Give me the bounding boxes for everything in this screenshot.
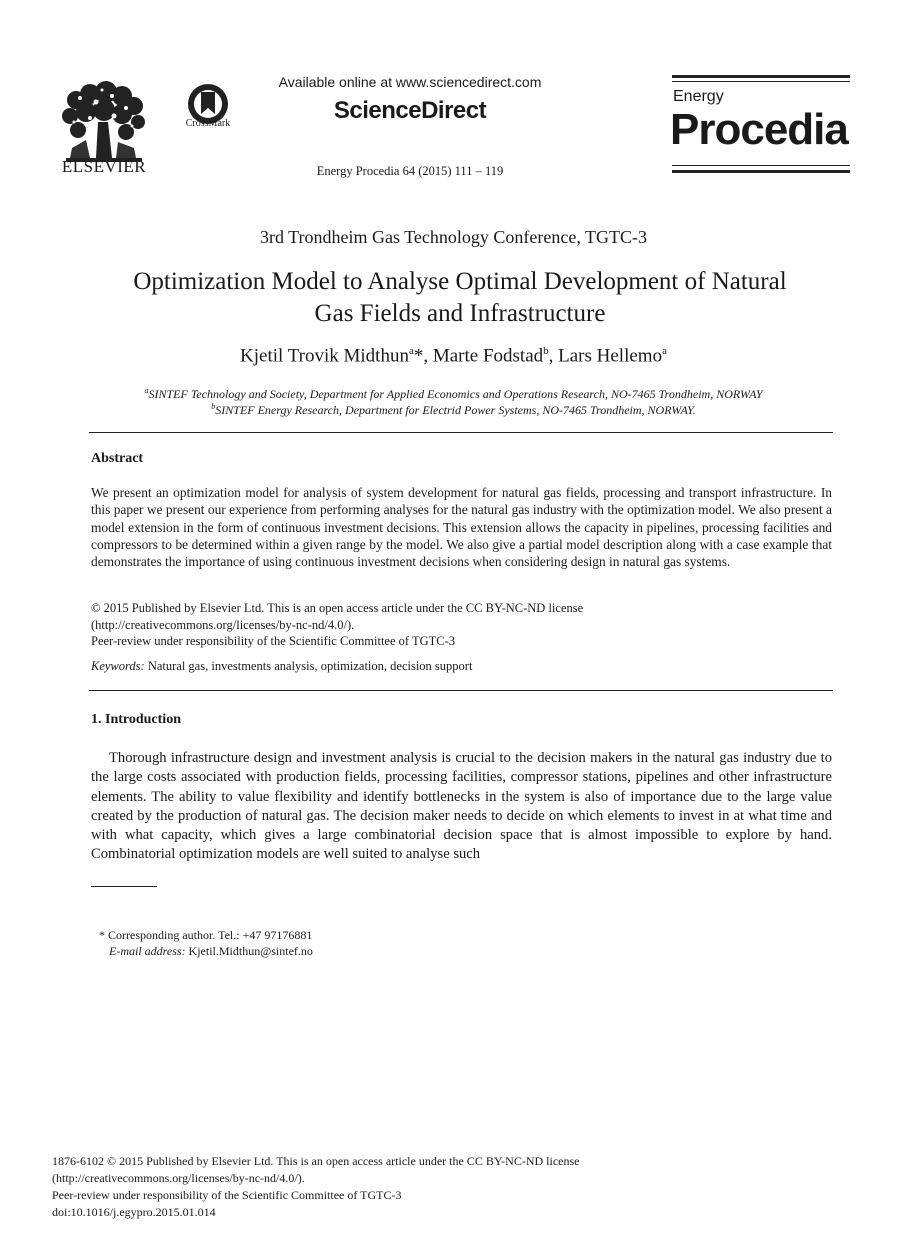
footer-license-link[interactable]: (http://creativecommons.org/licenses/by-nc-nd/4.0/). xyxy=(52,1171,305,1185)
footer-peer-review: Peer-review under responsibility of the Scientific Committee of TGTC-3 xyxy=(52,1188,402,1202)
journal-logo-rule xyxy=(672,170,850,173)
author-name: Lars Hellemo xyxy=(558,345,663,367)
page-footer xyxy=(52,1153,852,1221)
journal-logo-energy: Energy xyxy=(673,88,724,105)
affiliation xyxy=(0,402,907,418)
footer-issn-line: 1876-6102 © 2015 Published by Elsevier Ltd. This is an open access article under the CC BY-NC-ND license xyxy=(52,1154,580,1168)
author-separator: *, xyxy=(413,345,433,367)
affiliation-mark: a xyxy=(144,386,149,395)
email-label: E-mail address: xyxy=(109,944,186,958)
journal-reference: Energy Procedia 64 (2015) 111 – 119 xyxy=(316,164,504,178)
email-address[interactable]: Kjetil.Midthun@sintef.no xyxy=(188,944,313,958)
copyright-notice xyxy=(91,600,832,633)
author-affil-mark: a xyxy=(662,345,667,357)
section-heading-introduction: 1. Introduction xyxy=(91,712,181,727)
email-note xyxy=(109,944,313,959)
author-separator: , xyxy=(548,345,559,367)
author-affil-mark: b xyxy=(543,345,549,357)
affiliation-mark: b xyxy=(211,402,216,411)
affiliation-text: SINTEF Energy Research, Department for Electrid Power Systems, NO-7465 Trondheim, NORWAY. xyxy=(215,403,696,417)
journal-logo-rule xyxy=(672,165,850,166)
abstract-body: We present an optimization model for analysis of system development for natural gas fields, processing and transport infrastructure. In this paper we present our experience from performing analyses for the natural gas industry with the optimization model. We also present a model extension in the form of continuous investment decisions. This extension allows the capacity in pipelines, processing facilities and compressors to be determined within a given range by the model. We also give a partial model description along with a case example that demonstrates the importance of using continuous investment decisions when considering design in natural gas systems. xyxy=(91,485,832,570)
paper-title-line: Gas Fields and Infrastructure xyxy=(314,300,606,327)
journal-logo-procedia: Procedia xyxy=(670,105,848,154)
copyright-line: © 2015 Published by Elsevier Ltd. This is an open access article under the CC BY-NC-ND license xyxy=(91,601,584,615)
keywords-list: Natural gas, investments analysis, optimization, decision support xyxy=(147,659,473,673)
paper-title-line: Optimization Model to Analyse Optimal Development of Natural xyxy=(133,268,787,295)
peer-review-note: Peer-review under responsibility of the Scientific Committee of TGTC-3 xyxy=(91,634,456,648)
footer-doi[interactable]: doi:10.1016/j.egypro.2015.01.014 xyxy=(52,1205,216,1219)
corresponding-author-note: * Corresponding author. Tel.: +47 97176881 xyxy=(99,928,313,942)
journal-logo-rule xyxy=(672,81,850,82)
available-online-text: Available online at www.sciencedirect.com xyxy=(278,74,542,90)
keywords xyxy=(91,659,472,674)
abstract-heading: Abstract xyxy=(91,451,144,466)
crossmark-label: CrossMark xyxy=(185,118,231,129)
footnote-rule xyxy=(91,886,157,887)
author-list xyxy=(0,345,907,367)
author-affil-mark: a xyxy=(408,345,414,357)
paper-title xyxy=(60,266,860,330)
sciencedirect-logo[interactable]: ScienceDirect xyxy=(333,97,487,124)
publisher-name: ELSEVIER xyxy=(61,157,147,176)
author-name: Kjetil Trovik Midthun xyxy=(240,345,409,367)
license-link[interactable]: (http://creativecommons.org/licenses/by-nc-nd/4.0/). xyxy=(91,617,355,632)
keywords-label: Keywords: xyxy=(91,659,145,673)
author-name: Marte Fodstad xyxy=(432,345,544,367)
divider xyxy=(89,690,833,691)
divider xyxy=(89,432,833,433)
affiliation-text: SINTEF Technology and Society, Department for Applied Economics and Operations Research, NO-7465 Trondheim, NORWAY xyxy=(148,387,763,401)
conference-name: 3rd Trondheim Gas Technology Conference, TGTC-3 xyxy=(259,227,648,247)
introduction-body: Thorough infrastructure design and investment analysis is crucial to the decision makers in the natural gas industry due to the large costs associated with production fields, processing facilities, compressor stations, pipelines and other infrastructure elements. The ability to value flexibility and identify bottlenecks in the system is also of importance due to the large value created by the production of natural gas. The decision maker needs to decide on which elements to invest in at what time and with what capacity, which gives a large combinatorial decision space that is almost impossible to explore by hand. Combinatorial optimization models are well suited to analyse such xyxy=(91,750,832,863)
journal-logo-rule xyxy=(672,75,850,78)
affiliation xyxy=(0,386,907,402)
